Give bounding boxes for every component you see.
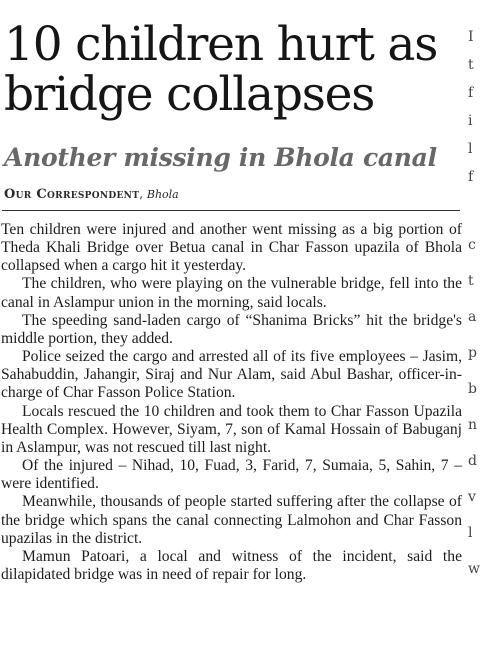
article-paragraph: The children, who were playing on the vulnerable bridge, fell into the canal in Aslampur union in the morning, said locals. bbox=[1, 275, 462, 311]
edge-letter: p bbox=[468, 345, 477, 361]
article-body bbox=[1, 221, 462, 584]
edge-letter: t bbox=[468, 273, 474, 289]
article-paragraph: Ten children were injured and another went missing as a big portion of Theda Khali Bridge over Betua canal in Char Fasson upazila of Bhola collapsed when a cargo hit it yesterday. bbox=[1, 221, 462, 275]
byline-separator: , bbox=[139, 187, 147, 201]
edge-letter: a bbox=[468, 309, 477, 325]
article-paragraph: Police seized the cargo and arrested all of its five employees – Jasim, Sahabuddin, Jahangir, Siraj and Nur Alam, said Abul Bashar, officer-in-charge of Char Fasson Police Station. bbox=[1, 348, 462, 402]
headline: 10 children hurt as bridge collapses bbox=[4, 17, 438, 122]
subheadline: Another missing in Bhola canal bbox=[4, 143, 437, 172]
article-paragraph: The speeding sand-laden cargo of “Shanima Bricks” hit the bridge's middle portion, they added. bbox=[1, 311, 462, 347]
article-paragraph: Locals rescued the 10 children and took them to Char Fasson Upazila Health Complex. However, Siyam, 7, son of Kamal Hossain of Babuganj in Aslampur, was not rescued till last night. bbox=[1, 402, 462, 456]
edge-letter: d bbox=[468, 453, 477, 469]
edge-letter: l bbox=[468, 141, 473, 157]
byline-location: Bhola bbox=[146, 188, 179, 201]
edge-letter: f bbox=[468, 169, 474, 185]
byline-divider bbox=[2, 210, 460, 211]
article-paragraph: Mamun Patoari, a local and witness of the incident, said the dilapidated bridge was in need of repair for long. bbox=[1, 547, 462, 583]
edge-letter: c bbox=[468, 237, 476, 253]
edge-letter: w bbox=[468, 561, 480, 577]
edge-letter: b bbox=[468, 381, 477, 397]
byline bbox=[4, 186, 179, 203]
edge-letter: f bbox=[468, 85, 474, 101]
edge-letter: i bbox=[468, 113, 473, 129]
byline-name: Our Correspondent bbox=[4, 187, 140, 202]
edge-letter: I bbox=[468, 29, 474, 45]
edge-letter: v bbox=[468, 489, 476, 505]
article-paragraph: Meanwhile, thousands of people started suffering after the collapse of the bridge which spans the canal connecting Lalmohon and Char Fasson upazilas in the district. bbox=[1, 493, 462, 547]
adjacent-column-edge bbox=[468, 0, 480, 654]
article-paragraph: Of the injured – Nihad, 10, Fuad, 3, Farid, 7, Sumaia, 5, Sahin, 7 – were identified. bbox=[1, 457, 462, 493]
edge-letter: n bbox=[468, 417, 478, 433]
edge-letter: l bbox=[468, 525, 473, 541]
edge-letter: t bbox=[468, 57, 474, 73]
